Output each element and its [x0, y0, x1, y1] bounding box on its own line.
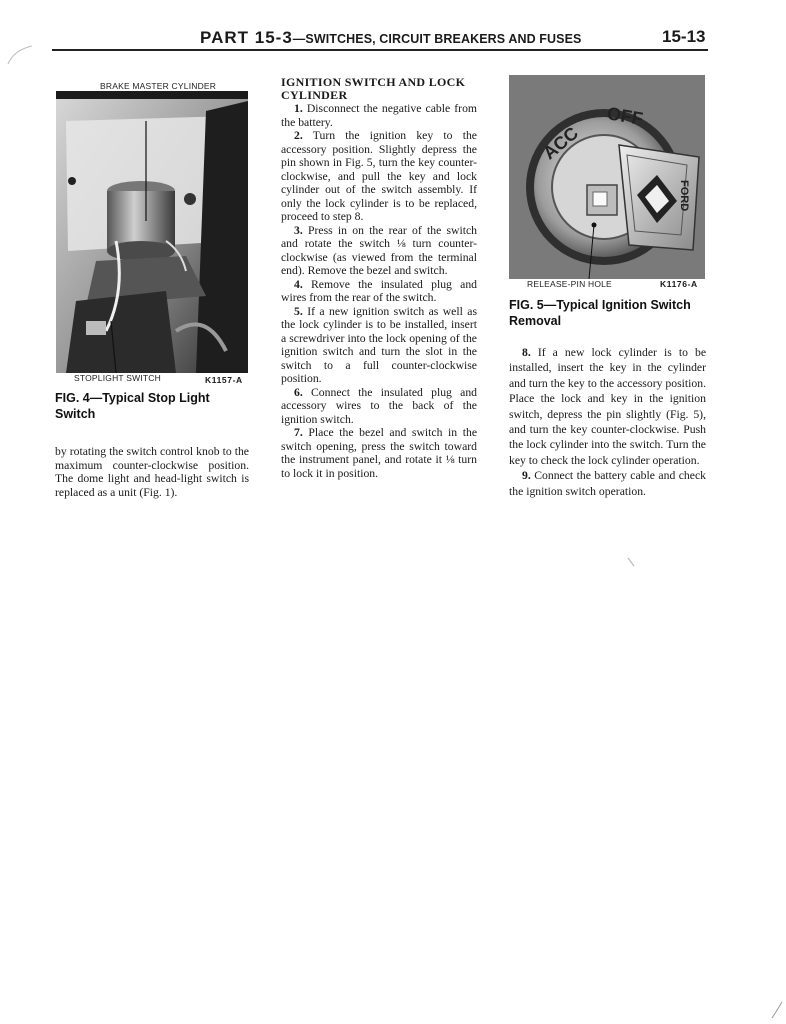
- corner-scan-mark: [6, 44, 34, 66]
- fig5-code: K1176-A: [660, 279, 698, 289]
- step-4: 4. Remove the insulated plug and wires from the rear of the switch.: [281, 277, 478, 304]
- part-number: 15-3: [254, 28, 293, 47]
- col1-paragraph: by rotating the switch control knob to the maximum counter-clockwise position. The dome light and head-light switch is replaced as a unit (Fig. 1).: [55, 445, 249, 499]
- column-2: [281, 76, 477, 480]
- fig5-caption: FIG. 5—Typical Ignition Switch Removal: [509, 298, 691, 328]
- column-3: [509, 345, 706, 499]
- step-2: 2. Turn the ignition key to the accessory position. Slightly depress the pin shown in Fig. 5, turn the key counter-clockwise, and pull the key and lock cylinder out of the switch assembly. If only the lock cylinder is to be replaced, proceed to step 8.: [281, 129, 477, 223]
- step-5: 5. If a new ignition switch as well as the lock cylinder is to be installed, insert a screwdriver into the lock opening of the ignition switch and turn the slot in the switch to a full counter-clockwise position.: [281, 304, 478, 385]
- key-ford-text: FORD: [678, 180, 690, 212]
- switch-off-text: OFF: [605, 103, 645, 130]
- header-rule: [52, 49, 708, 51]
- step-1: 1. Disconnect the negative cable from the battery.: [281, 102, 477, 129]
- part-title: —SWITCHES, CIRCUIT BREAKERS AND FUSES: [292, 32, 582, 46]
- fig4-caption: FIG. 4—Typical Stop Light Switch: [55, 391, 210, 421]
- fig4-top-label: BRAKE MASTER CYLINDER: [100, 81, 217, 91]
- switch-acc-text: ACC: [539, 122, 583, 164]
- stop-light-switch-photo: [56, 91, 248, 373]
- fig4-photo: [56, 91, 248, 373]
- step-9: 9. Connect the battery cable and check the ignition switch operation.: [509, 469, 706, 498]
- fig5-bottom-label: RELEASE-PIN HOLE: [527, 279, 612, 289]
- step-8: 8. If a new lock cylinder is to be installed, insert the key in the cylinder and turn the key to the accessory position. Place the lock and key in the ignition switch, depress the pin slightly (Fig. 5), and turn the key counter-clockwise. Push the lock cylinder into the switch. Turn the key to check the lock cylinder operation.: [509, 346, 706, 467]
- fig5-photo: [509, 75, 705, 279]
- ignition-switch-photo: [509, 75, 705, 279]
- page-header-title: [200, 28, 582, 48]
- scan-speck: [626, 556, 638, 570]
- step-7: 7. Place the bezel and switch in the switch opening, press the switch toward the instrument panel, and rotate it ⅛ turn to lock it in position.: [281, 426, 478, 480]
- part-prefix: PART: [200, 28, 255, 47]
- fig4-code: K1157-A: [205, 375, 243, 385]
- column-1: [55, 445, 249, 499]
- section-heading: IGNITION SWITCH AND LOCK CYLINDER: [281, 75, 466, 102]
- page-number: 15-13: [662, 27, 706, 46]
- step-3: 3. Press in on the rear of the switch and rotate the switch ⅛ turn counter-clockwise (as viewed from the terminal end). Remove the bezel and switch.: [281, 223, 478, 277]
- step-6: 6. Connect the insulated plug and accessory wires to the back of the ignition switch.: [281, 385, 478, 426]
- corner-scan-mark-bottom: [770, 1000, 784, 1020]
- fig4-bottom-label: STOPLIGHT SWITCH: [74, 373, 161, 383]
